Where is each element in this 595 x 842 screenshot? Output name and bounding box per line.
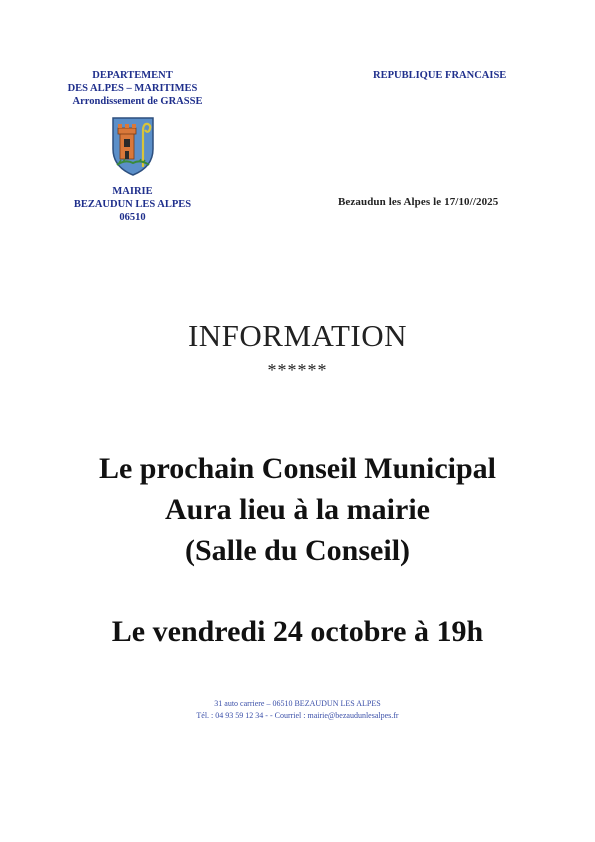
announcement-line: Aura lieu à la mairie	[165, 493, 430, 526]
postcode-label: 06510	[119, 212, 146, 223]
announcement-line: Le prochain Conseil Municipal	[98, 452, 496, 485]
announcement-line: (Salle du Conseil)	[184, 534, 411, 567]
document-title: INFORMATION	[187, 318, 408, 353]
announcement	[0, 448, 595, 571]
commune-label: BEZAUDUN LES ALPES	[73, 199, 192, 210]
department-label: DEPARTEMENT	[92, 70, 173, 81]
meeting-date: Le vendredi 24 octobre à 19h	[111, 615, 484, 648]
region-label: DES ALPES – MARITIMES	[67, 83, 198, 94]
mairie-label: MAIRIE	[112, 186, 153, 197]
coat-of-arms-icon	[109, 115, 157, 179]
footer-address: 31 auto carriere – 06510 BEZAUDUN LES ALPES	[214, 699, 381, 708]
arrondissement-label: Arrondissement de GRASSE	[72, 96, 203, 107]
republic-label: REPUBLIQUE FRANCAISE	[373, 70, 507, 81]
mairie-letterhead	[40, 69, 225, 224]
place-date: Bezaudun les Alpes le 17/10//2025	[338, 196, 499, 208]
footer-contact-line: Tél. : 04 93 59 12 34 - - Courriel : mairie@bezaudunlesalpes.fr	[196, 711, 399, 720]
footer-contact	[0, 698, 595, 722]
title-separator: ******	[267, 360, 328, 380]
